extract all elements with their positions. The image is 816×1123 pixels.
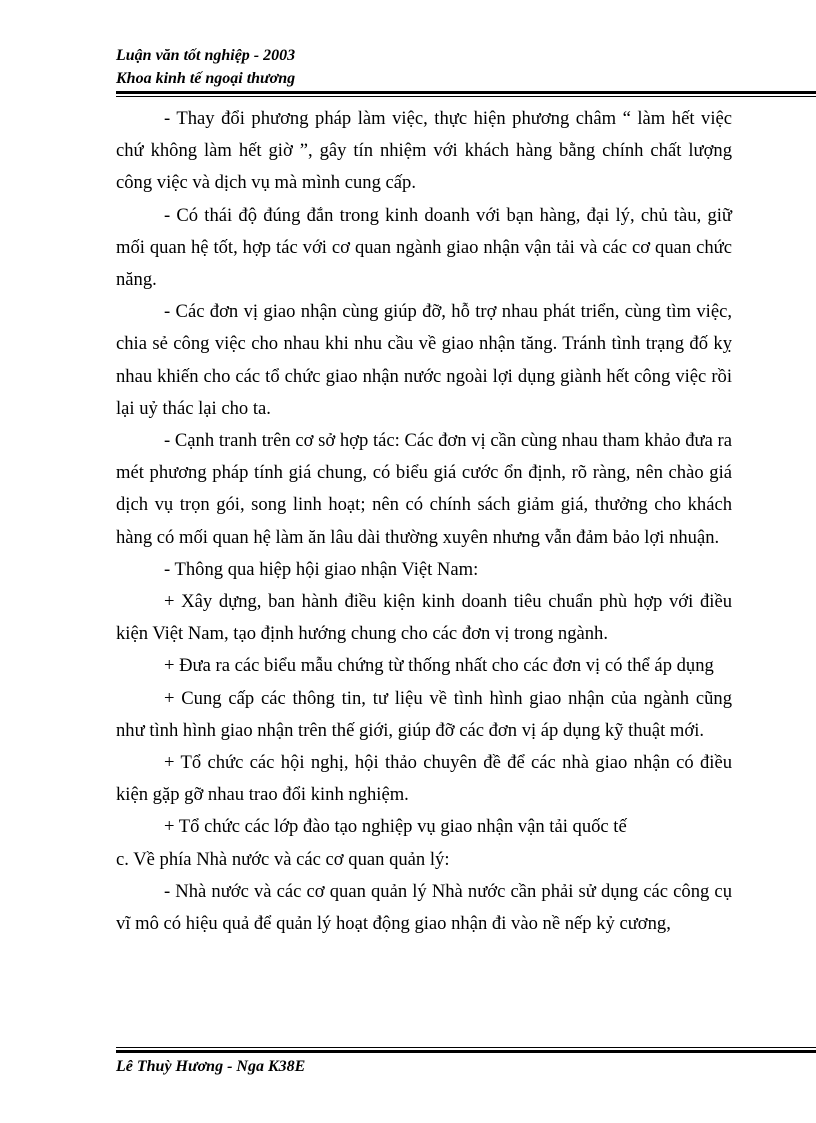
list-item-training: + Tổ chức các lớp đào tạo nghiệp vụ giao nhận vận tải quốc tế [164,816,627,838]
header-rule-thin [116,96,816,97]
header-faculty: Khoa kinh tế ngoại thương [116,70,296,87]
paragraph-mutual-support: - Các đơn vị giao nhận cùng giúp đỡ, hỗ trợ nhau phát triển, cùng tìm việc, chia sẻ công việc cho nhau khi nhu cầu về giao nhận tăng. Tránh tình trạng đố kỵ nhau khiến cho các tổ chức giao nhận nước ngoài lợi dụng giành hết công việc rồi lại uỷ thác lại cho ta. [116,301,732,419]
header-thesis-title: Luận văn tốt nghiệp - 2003 [116,47,296,64]
page-footer [116,1056,305,1078]
header-rule-thick [116,91,816,94]
paragraph-association: - Thông qua hiệp hội giao nhận Việt Nam: [164,558,479,580]
paragraph-work-method: - Thay đổi phương pháp làm việc, thực hiện phương châm “ làm hết việc chứ không làm hết giờ ”, gây tín nhiệm với khách hàng bằng chính chất lượng công việc và dịch vụ mà mình cung cấp. [116,108,732,194]
footer-rule-thick [116,1050,816,1053]
document-body [116,103,732,940]
section-heading-state: c. Về phía Nhà nước và các cơ quan quản lý: [116,848,450,870]
footer-author: Lê Thuỳ Hương - Nga K38E [116,1058,306,1075]
list-item-standards: + Xây dựng, ban hành điều kiện kinh doanh tiêu chuẩn phù hợp với điều kiện Việt Nam, tạo định hướng chung cho các đơn vị trong ngành. [116,591,732,645]
list-item-conferences: + Tổ chức các hội nghị, hội thảo chuyên đề để các nhà giao nhận có điều kiện gặp gỡ nhau trao đổi kinh nghiệm. [116,752,732,806]
paragraph-business-attitude: - Có thái độ đúng đắn trong kinh doanh với bạn hàng, đại lý, chủ tàu, giữ mối quan hệ tốt, hợp tác với cơ quan ngành giao nhận vận tải và các cơ quan chức năng. [116,204,732,291]
footer-rule-thin [116,1047,816,1048]
list-item-information: + Cung cấp các thông tin, tư liệu về tình hình giao nhận của ngành cũng như tình hình giao nhận trên thế giới, giúp đỡ các đơn vị áp dụng kỹ thuật mới. [116,687,732,741]
page-header [116,44,295,90]
paragraph-state-management: - Nhà nước và các cơ quan quản lý Nhà nước cần phải sử dụng các công cụ vĩ mô có hiệu quả để quản lý hoạt động giao nhận đi vào nề nếp kỷ cương, [116,880,732,935]
paragraph-cooperative-competition: - Cạnh tranh trên cơ sở hợp tác: Các đơn vị cần cùng nhau tham khảo đưa ra mét phương pháp tính giá chung, có biểu giá cước ổn định, rõ ràng, nên chào giá dịch vụ trọn gói, song linh hoạt; nên có chính sách giảm giá, thưởng cho khách hàng có mối quan hệ làm ăn lâu dài thường xuyên nhưng vẫn đảm bảo lợi nhuận. [116,430,732,548]
list-item-document-forms: + Đưa ra các biểu mẫu chứng từ thống nhất cho các đơn vị có thể áp dụng [164,655,714,677]
